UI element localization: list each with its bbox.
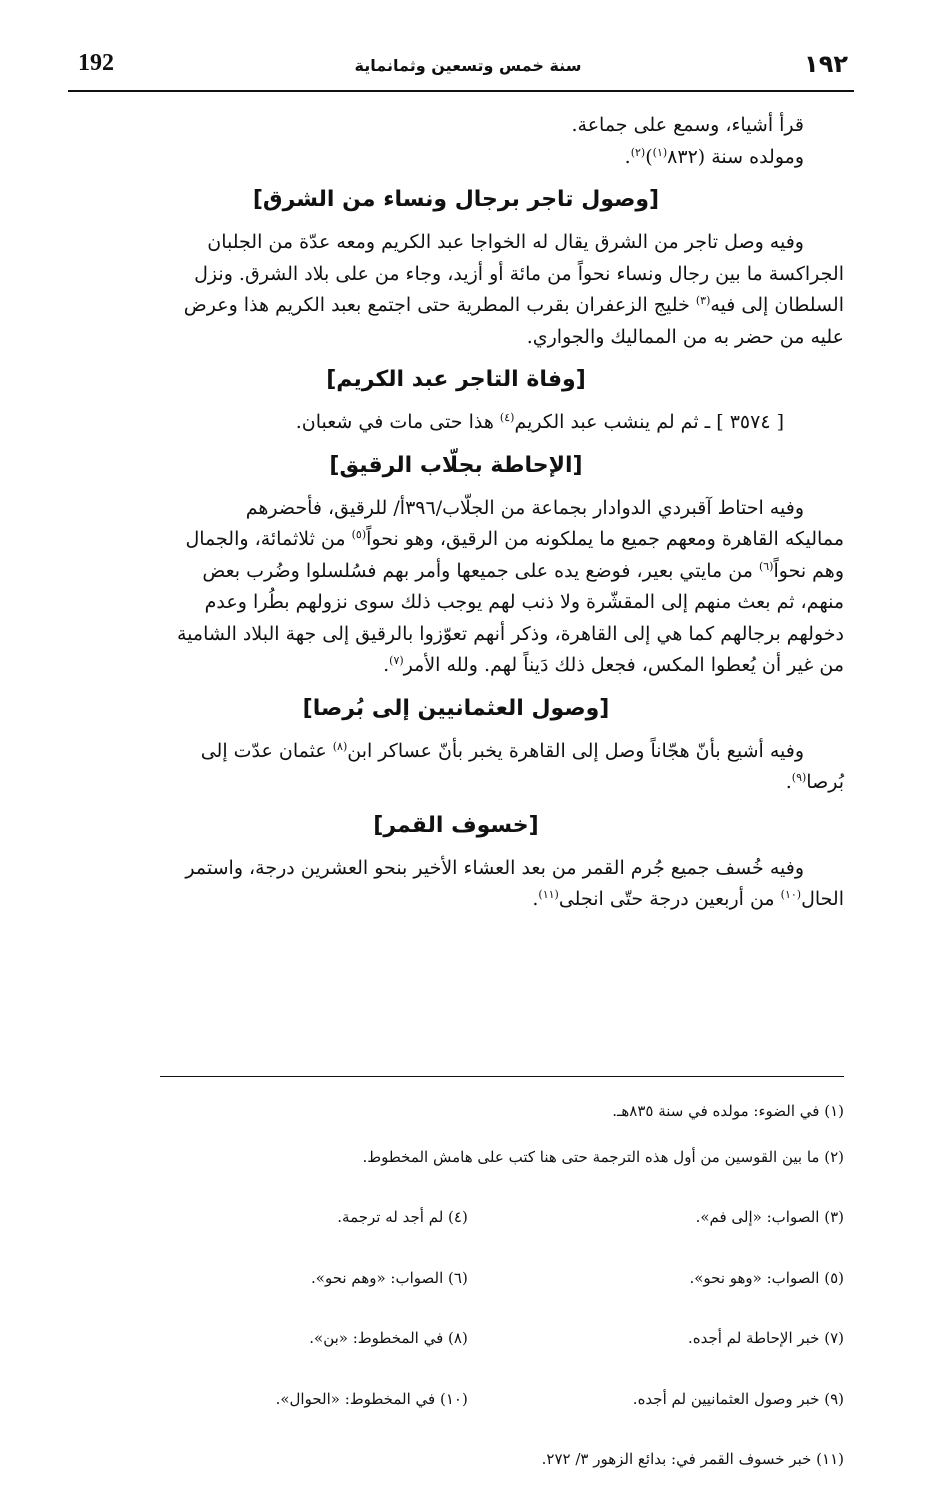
text-line: وفيه خُسف جميع جُرم القمر من بعد العشاء الأخير بنحو العشرين درجة، واستمر: [185, 856, 804, 879]
text-line: عليه من حضر به من المماليك والجواري.: [526, 325, 844, 348]
text-line: وفيه أشيع بأنّ هجّاناً وصل إلى القاهرة يخبر بأنّ عساكر ابن$^{(٨)}$ عثمان عدّت إلى: [200, 739, 804, 762]
footnote-ref[interactable]: (٧): [389, 654, 404, 667]
page-number-latin: 192: [78, 50, 114, 76]
text-line: قرأ أشياء، وسمع على جماعة.: [571, 114, 804, 136]
footnote: (١١) خبر خسوف القمر في: بدائع الزهور ٣/ ٢٧٢.: [541, 1450, 844, 1468]
footnote-ref[interactable]: (٤): [499, 411, 515, 424]
footnote-ref[interactable]: (٩): [791, 771, 807, 784]
page-header: [68, 44, 854, 92]
footnote-ref[interactable]: (٦): [758, 559, 774, 573]
page-number-arabic: ١٩٢: [804, 50, 848, 78]
footnote-ref[interactable]: (٥): [351, 528, 367, 541]
section-heading: [وصول العثمانيين إلى بُرصا]: [302, 695, 610, 721]
section-heading: [خسوف القمر]: [373, 812, 539, 838]
footnote: (٦) الصواب: «وهم نحو».: [311, 1268, 468, 1287]
text-line: وفيه وصل تاجر من الشرق يقال له الخواجا عبد الكريم ومعه عدّة من الجلبان: [207, 231, 804, 253]
footnote: (٥) الصواب: «وهو نحو».: [689, 1268, 844, 1287]
footnote-row: [160, 1369, 844, 1430]
footnote: (٤) لم أجد له ترجمة.: [337, 1208, 468, 1226]
footnote: (٨) في المخطوط: «بن».: [309, 1329, 468, 1347]
footnote-ref[interactable]: (٣): [695, 294, 711, 307]
footnote-ref[interactable]: (١): [652, 145, 668, 159]
text-line: وفيه احتاط آقبردي الدوادار بجماعة من الجلّاب/٣٩٦أ/ للرقيق، فأحضرهم: [245, 496, 804, 519]
footnote: (١٠) في المخطوط: «الحوال».: [275, 1389, 468, 1408]
text-line: ومولده سنة (٨٣٢$^{(١)}$)$^{(٢)}$.: [624, 145, 804, 168]
text-line: وهم نحواً$^{(٦)}$ من مايتي بعير، فوضع يده على جميعها وأمر بهم فسُلسلوا وضُرب بعض: [202, 559, 844, 582]
section-heading: [وفاة التاجر عبد الكريم]: [326, 367, 586, 392]
section-heading: [الإحاطة بجلّاب الرقيق]: [329, 452, 583, 478]
footnote-row: [160, 1248, 844, 1309]
footnote-ref[interactable]: (٨): [332, 739, 348, 753]
footnote: (١) في الضوء: مولده في سنة ٨٣٥هـ.: [612, 1102, 844, 1120]
footnotes: [160, 1076, 844, 1490]
footnote-ref[interactable]: (١٠): [780, 888, 802, 901]
text-line: السلطان إلى فيه$^{(٣)}$ خليج الزعفران بقرب المطرية حتى اجتمع بعبد الكريم هذا وعرض: [183, 294, 844, 316]
footnote: (٩) خبر وصول العثمانيين لم أجده.: [632, 1389, 844, 1408]
main-text: [68, 110, 844, 916]
footnote-row: [160, 1308, 844, 1369]
text-line: مماليكه القاهرة ومعهم جميع ما يملكونه من الرقيق، وهو نحواً$^{(٥)}$ من ثلاثمائة، والجمال: [185, 528, 844, 550]
text-line: الحال$^{(١٠)}$ من أربعين درجة حتّى انجلى$^{(١١)}$.: [532, 888, 844, 910]
text-line: [ ٣٥٧٤ ] ـ ثم لم ينشب عبد الكريم$^{(٤)}$ هذا حتى مات في شعبان.: [295, 411, 784, 433]
text-line: منهم، ثم بعث منهم إلى المقشّرة ولا ذنب لهم يوجب ذلك سوى نزولهم بطُرا وعدم: [204, 591, 844, 613]
text-line: من غير أن يُعطوا المكس، فجعل ذلك دَيناً لهم. ولله الأمر$^{(٧)}$.: [383, 654, 844, 676]
section-heading: [وصول تاجر برجال ونساء من الشرق]: [252, 187, 660, 212]
footnote: (٧) خبر الإحاطة لم أجده.: [688, 1329, 844, 1347]
footnote-ref[interactable]: (١١): [538, 888, 559, 901]
footnote-ref[interactable]: (٢): [630, 145, 646, 159]
running-title: سنة خمس وتسعين وثمانماية: [354, 56, 582, 75]
footnote-row: [160, 1187, 844, 1248]
footnote: (٣) الصواب: «إلى فم».: [695, 1208, 844, 1226]
footnote: (٢) ما بين القوسين من أول هذه الترجمة حتى هنا كتب على هامش المخطوط.: [362, 1147, 844, 1166]
text-line: دخولهم برجالهم كما هي إلى القاهرة، وذكر أنهم تعوّزوا بالرقيق إلى جهة البلاد الشامية: [176, 622, 844, 645]
text-line: بُرصا$^{(٩)}$.: [785, 771, 844, 793]
text-line: الجراكسة ما بين رجال ونساء نحواً من مائة أو أزيد، وجاء من على بلاد الشرق. ونزل: [194, 262, 844, 285]
